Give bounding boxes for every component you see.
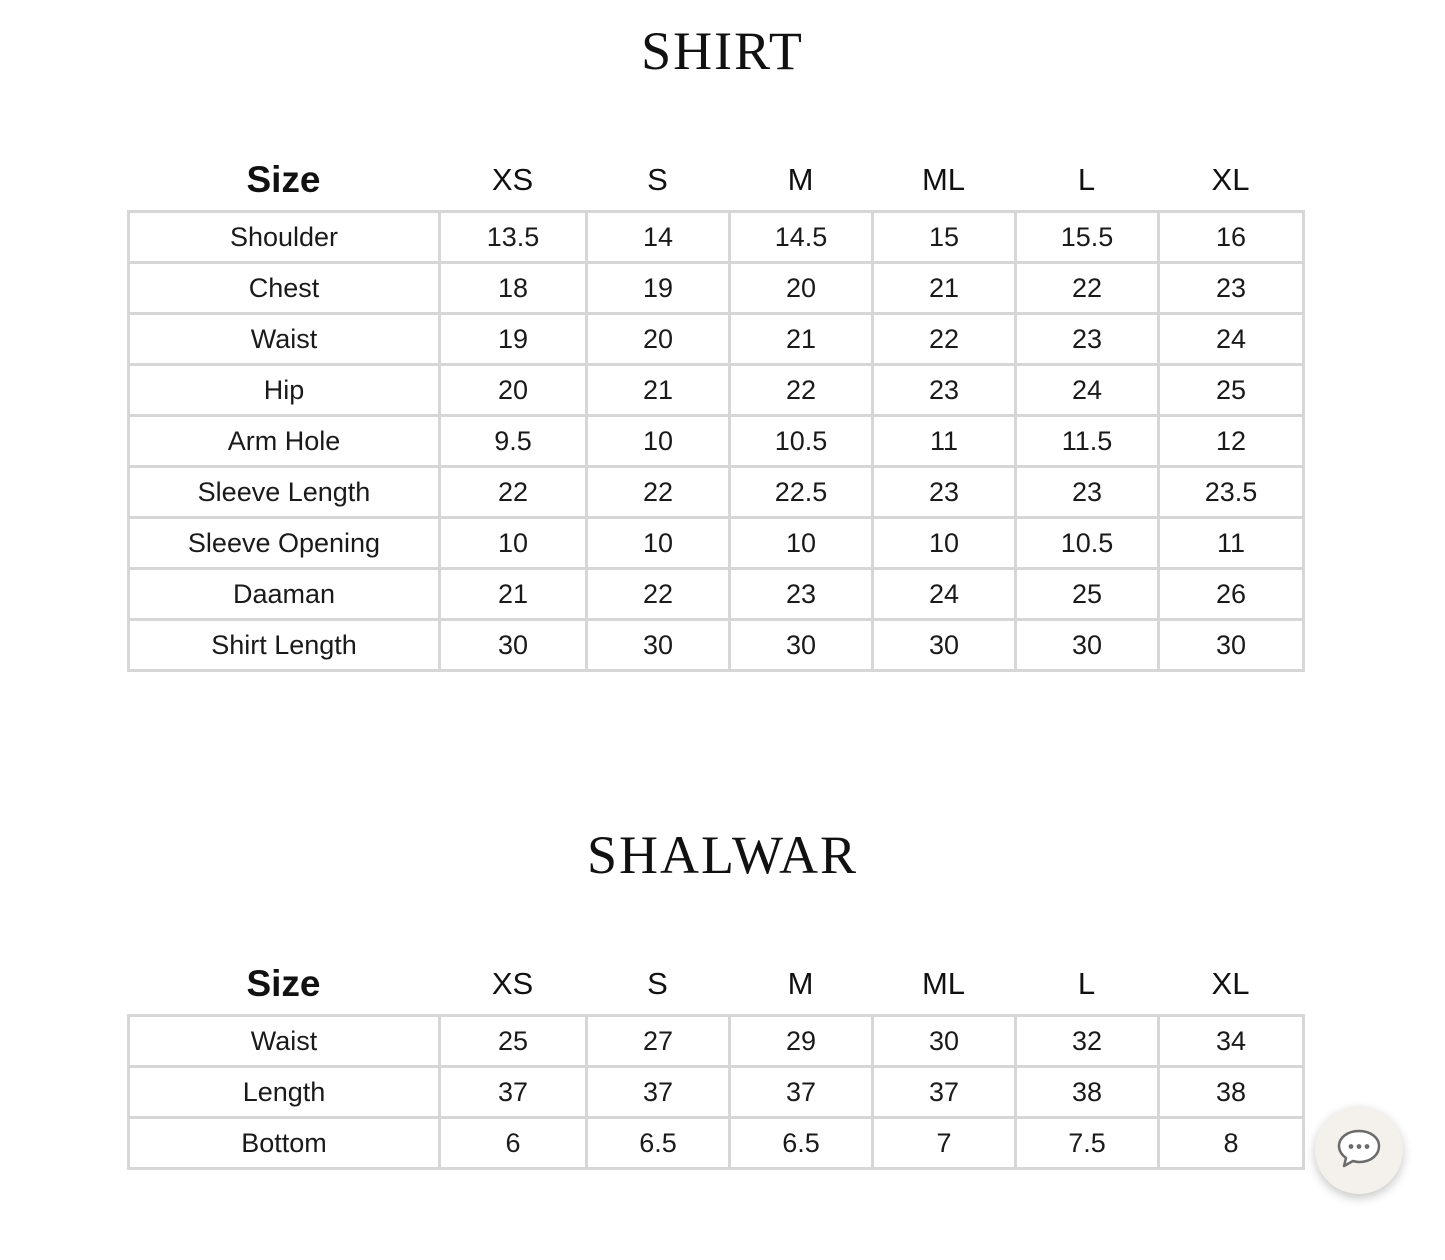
chat-button[interactable]: [1315, 1106, 1403, 1194]
table-cell: 14: [587, 212, 730, 263]
table-cell: 23: [1016, 467, 1159, 518]
shalwar-title: SHALWAR: [586, 825, 858, 885]
table-cell: 37: [440, 1067, 587, 1118]
row-label: Sleeve Opening: [129, 518, 440, 569]
size-header-xl: XL: [1211, 162, 1250, 197]
table-cell: 6.5: [730, 1118, 873, 1169]
table-cell: 25: [1159, 365, 1304, 416]
table-row: [129, 1118, 1304, 1169]
row-label: Bottom: [129, 1118, 440, 1169]
row-label: Sleeve Length: [129, 467, 440, 518]
table-cell: 22.5: [730, 467, 873, 518]
table-cell: 37: [730, 1067, 873, 1118]
table-row: [129, 467, 1304, 518]
table-cell: 19: [440, 314, 587, 365]
table-cell: 38: [1016, 1067, 1159, 1118]
table-cell: 15.5: [1016, 212, 1159, 263]
table-cell: 16: [1159, 212, 1304, 263]
table-cell: 21: [730, 314, 873, 365]
table-cell: 10.5: [1016, 518, 1159, 569]
table-cell: 30: [873, 1016, 1016, 1067]
table-cell: 22: [1016, 263, 1159, 314]
table-row: [129, 1016, 1304, 1067]
shirt-size-header: [128, 156, 1303, 204]
table-cell: 24: [1159, 314, 1304, 365]
row-label: Daaman: [129, 569, 440, 620]
row-label: Arm Hole: [129, 416, 440, 467]
table-cell: 22: [587, 569, 730, 620]
table-cell: 9.5: [440, 416, 587, 467]
table-cell: 32: [1016, 1016, 1159, 1067]
table-cell: 34: [1159, 1016, 1304, 1067]
table-row: [129, 1067, 1304, 1118]
size-header-s: S: [647, 966, 668, 1001]
table-cell: 10: [730, 518, 873, 569]
table-row: [129, 314, 1304, 365]
table-row: [129, 569, 1304, 620]
table-cell: 23: [1016, 314, 1159, 365]
table-cell: 37: [873, 1067, 1016, 1118]
table-cell: 26: [1159, 569, 1304, 620]
table-cell: 6: [440, 1118, 587, 1169]
table-cell: 22: [440, 467, 587, 518]
table-cell: 23: [730, 569, 873, 620]
table-cell: 21: [587, 365, 730, 416]
table-cell: 30: [587, 620, 730, 671]
row-label: Waist: [129, 314, 440, 365]
size-column-header: Size: [246, 963, 321, 1004]
table-cell: 6.5: [587, 1118, 730, 1169]
size-header-xs: XS: [491, 162, 534, 197]
shirt-title: SHIRT: [641, 21, 804, 81]
table-cell: 10: [873, 518, 1016, 569]
table-cell: 21: [873, 263, 1016, 314]
table-row: [129, 518, 1304, 569]
table-cell: 10: [587, 416, 730, 467]
table-row: [129, 416, 1304, 467]
table-cell: 19: [587, 263, 730, 314]
row-label: Chest: [129, 263, 440, 314]
shalwar-size-table: [127, 1014, 1305, 1170]
table-cell: 38: [1159, 1067, 1304, 1118]
size-header-xl: XL: [1211, 966, 1250, 1001]
table-cell: 22: [587, 467, 730, 518]
table-cell: 23: [873, 365, 1016, 416]
size-header-s: S: [647, 162, 668, 197]
size-header-m: M: [787, 966, 814, 1001]
table-cell: 30: [873, 620, 1016, 671]
table-cell: 23.5: [1159, 467, 1304, 518]
row-label: Hip: [129, 365, 440, 416]
row-label: Length: [129, 1067, 440, 1118]
table-cell: 13.5: [440, 212, 587, 263]
row-label: Waist: [129, 1016, 440, 1067]
size-header-ml: ML: [921, 162, 966, 197]
table-cell: 37: [587, 1067, 730, 1118]
table-cell: 23: [1159, 263, 1304, 314]
table-cell: 29: [730, 1016, 873, 1067]
table-row: [129, 263, 1304, 314]
row-label: Shirt Length: [129, 620, 440, 671]
table-cell: 10: [440, 518, 587, 569]
size-column-header: Size: [246, 159, 321, 200]
table-cell: 10: [587, 518, 730, 569]
chat-bubble-icon: [1335, 1126, 1383, 1175]
table-cell: 30: [1159, 620, 1304, 671]
shirt-size-table: [127, 210, 1305, 672]
table-cell: 20: [587, 314, 730, 365]
table-cell: 8: [1159, 1118, 1304, 1169]
row-label: Shoulder: [129, 212, 440, 263]
size-header-xs: XS: [491, 966, 534, 1001]
size-header-m: M: [787, 162, 814, 197]
table-cell: 20: [440, 365, 587, 416]
table-row: [129, 212, 1304, 263]
table-row: [129, 365, 1304, 416]
table-cell: 30: [1016, 620, 1159, 671]
table-cell: 11: [873, 416, 1016, 467]
table-cell: 22: [873, 314, 1016, 365]
size-header-l: L: [1077, 162, 1096, 197]
table-cell: 20: [730, 263, 873, 314]
table-cell: 30: [730, 620, 873, 671]
shalwar-size-header: [128, 960, 1303, 1008]
table-cell: 30: [440, 620, 587, 671]
table-cell: 27: [587, 1016, 730, 1067]
table-cell: 24: [1016, 365, 1159, 416]
table-cell: 14.5: [730, 212, 873, 263]
table-cell: 23: [873, 467, 1016, 518]
table-cell: 12: [1159, 416, 1304, 467]
table-cell: 11: [1159, 518, 1304, 569]
table-cell: 10.5: [730, 416, 873, 467]
table-cell: 7: [873, 1118, 1016, 1169]
table-cell: 11.5: [1016, 416, 1159, 467]
table-cell: 25: [440, 1016, 587, 1067]
table-row: [129, 620, 1304, 671]
table-cell: 15: [873, 212, 1016, 263]
table-cell: 18: [440, 263, 587, 314]
table-cell: 7.5: [1016, 1118, 1159, 1169]
table-cell: 24: [873, 569, 1016, 620]
size-header-l: L: [1077, 966, 1096, 1001]
size-header-ml: ML: [921, 966, 966, 1001]
table-cell: 21: [440, 569, 587, 620]
table-cell: 22: [730, 365, 873, 416]
table-cell: 25: [1016, 569, 1159, 620]
